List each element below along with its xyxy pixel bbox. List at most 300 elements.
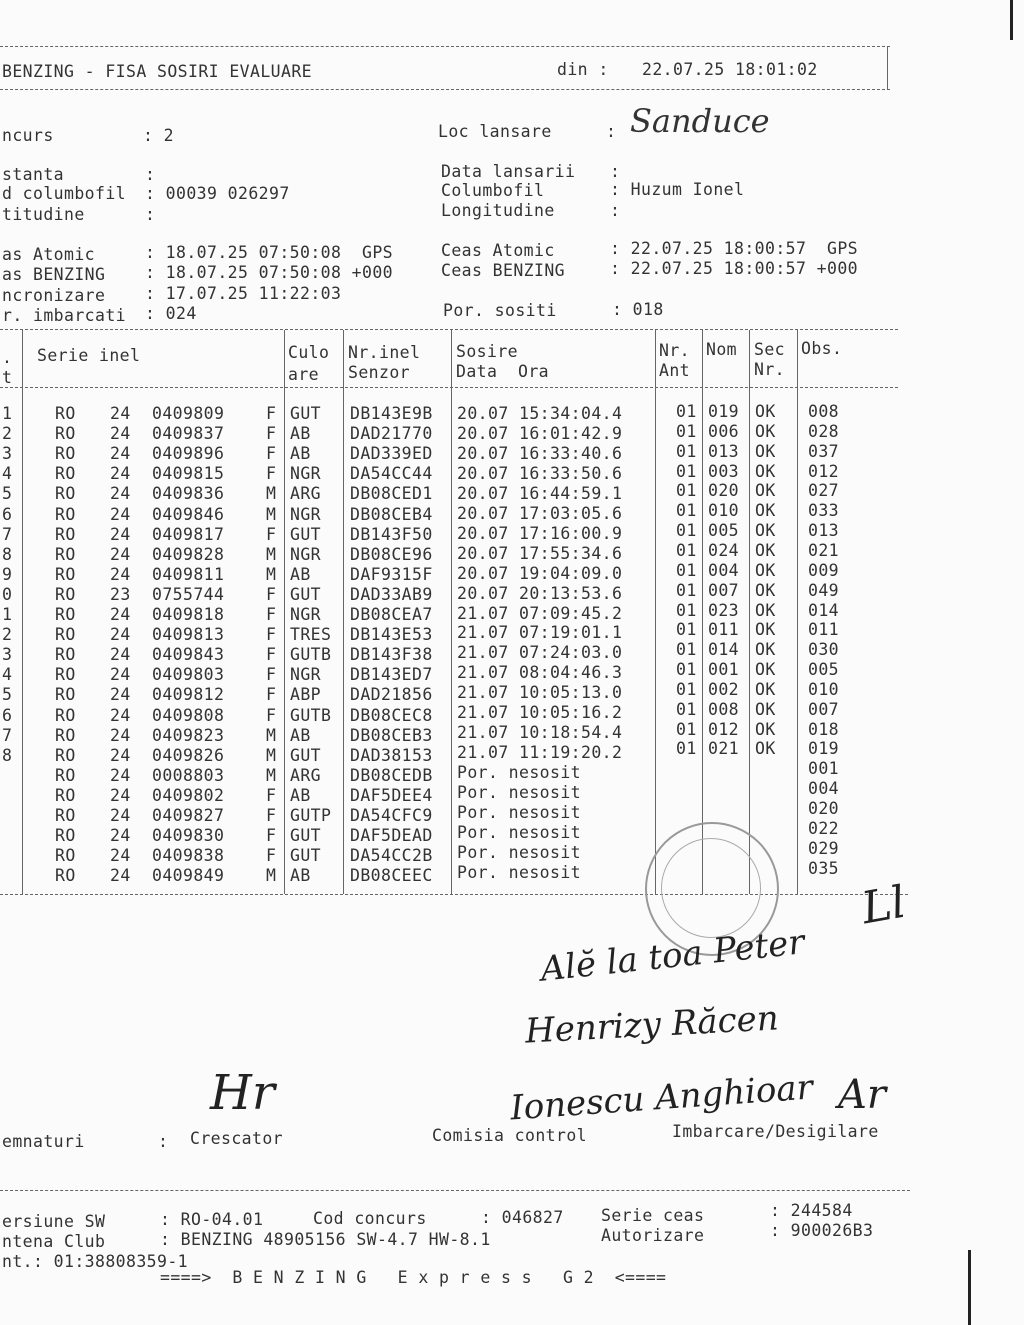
row-sex: M	[266, 866, 277, 886]
row-color: AB	[290, 444, 311, 464]
row-sensor: DB143ED7	[350, 665, 433, 685]
row-country: RO	[55, 685, 76, 705]
scan-edge-artifact-bottom	[968, 1250, 971, 1325]
crescator-label: Crescator	[190, 1129, 284, 1148]
antena-label: ntena Club	[2, 1232, 106, 1251]
row-ring: 0409802	[152, 785, 225, 805]
row-sec: OK	[755, 421, 776, 441]
row-sensor: DAD21770	[350, 424, 433, 444]
row-country: RO	[55, 665, 76, 685]
row-ring: 0409823	[152, 725, 225, 745]
row-ring: 0008803	[152, 765, 225, 785]
row-year: 24	[110, 625, 131, 645]
row-nr: 7	[2, 725, 13, 745]
header-top-rule	[0, 46, 890, 47]
th-nom: Nom	[706, 340, 738, 359]
express-line: ====> B E N Z I N G E x p r e s s G 2 <====	[160, 1268, 667, 1287]
row-ring: 0409803	[152, 665, 225, 685]
row-year: 24	[110, 444, 131, 464]
row-ant: 01	[676, 461, 697, 481]
row-country: RO	[55, 564, 76, 584]
loc-lansare-handwriting: Sanduce	[630, 102, 770, 140]
row-year: 24	[110, 484, 131, 504]
row-sex: F	[266, 685, 277, 705]
row-country: RO	[55, 544, 76, 564]
info-ceas-benzing-label: as BENZING	[2, 265, 106, 284]
row-ant: 01	[676, 521, 697, 541]
comisia-control-label: Comisia control	[432, 1126, 588, 1145]
row-color: GUT	[290, 584, 322, 604]
row-arrival: Por. nesosit	[457, 783, 582, 803]
row-obs: 011	[808, 620, 840, 640]
table-top-rule	[0, 329, 898, 330]
row-obs: 028	[808, 421, 840, 441]
row-nom: 011	[708, 620, 740, 640]
row-arrival: 21.07 10:18:54.4	[457, 723, 623, 743]
row-sensor: DB08CEEC	[350, 866, 433, 886]
row-year: 24	[110, 826, 131, 846]
row-nom: 007	[708, 580, 740, 600]
th-ant-1: Nr.	[659, 341, 691, 360]
row-country: RO	[55, 404, 76, 423]
row-sensor: DAD21856	[350, 685, 433, 705]
row-ring: 0409838	[152, 846, 225, 866]
row-nr: 4	[2, 665, 13, 685]
row-nr: 6	[2, 504, 13, 524]
row-year: 24	[110, 524, 131, 544]
row-color: NGR	[290, 504, 322, 524]
row-year: 24	[110, 605, 131, 624]
row-ring: 0409809	[152, 404, 225, 423]
info-concurs-value: : 2	[143, 126, 175, 145]
row-ring: 0409817	[152, 524, 225, 544]
th-obs: Obs.	[801, 339, 843, 358]
row-sec: OK	[755, 699, 776, 719]
row-sensor: DA54CFC9	[350, 806, 433, 825]
row-arrival: 21.07 08:04:46.3	[457, 663, 623, 683]
row-arrival: 20.07 16:33:40.6	[457, 443, 623, 463]
row-country: RO	[55, 464, 76, 484]
row-sex: M	[266, 725, 277, 745]
row-arrival: 20.07 19:04:09.0	[457, 563, 623, 583]
row-nr: 1	[2, 404, 13, 423]
row-sensor: DB143F50	[350, 524, 433, 544]
signature-2: Henrizy Răcen	[524, 998, 780, 1052]
row-sex: F	[266, 846, 277, 866]
row-ant: 01	[676, 580, 697, 600]
row-color: AB	[290, 424, 311, 444]
row-obs: 004	[808, 779, 840, 799]
row-color: ARG	[290, 765, 322, 785]
row-country: RO	[55, 725, 76, 745]
row-sec: OK	[755, 580, 776, 600]
row-sensor: DB08CED1	[350, 484, 433, 504]
row-obs: 019	[808, 739, 840, 759]
row-sex: M	[266, 544, 277, 564]
info-longitudine-label: Longitudine	[441, 201, 555, 220]
info-ceas-benzing-right-label: Ceas BENZING	[441, 261, 566, 280]
row-arrival: 20.07 17:55:34.6	[457, 543, 623, 563]
row-year: 23	[110, 584, 131, 604]
row-country: RO	[55, 424, 76, 444]
serie-ceas-value: : 244584	[770, 1201, 853, 1220]
row-nom: 023	[708, 600, 740, 620]
din-label: din :	[557, 60, 609, 79]
row-sec: OK	[755, 402, 776, 421]
row-arrival: 20.07 15:34:04.4	[457, 404, 623, 423]
info-columbofil-label: Columbofil	[441, 181, 545, 200]
th-culoare-2: are	[288, 365, 320, 384]
row-sex: F	[266, 665, 277, 685]
row-sensor: DA54CC44	[350, 464, 433, 484]
row-color: GUT	[290, 826, 322, 846]
row-obs: 027	[808, 481, 840, 501]
row-ring: 0409827	[152, 806, 225, 825]
row-sensor: DAD33AB9	[350, 584, 433, 604]
row-ring: 0409818	[152, 605, 225, 624]
row-ant: 01	[676, 660, 697, 680]
row-obs: 018	[808, 719, 840, 739]
info-imbarcati-label: r. imbarcati	[2, 306, 127, 325]
row-ring: 0409815	[152, 464, 225, 484]
row-obs: 012	[808, 461, 840, 481]
row-country: RO	[55, 524, 76, 544]
row-country: RO	[55, 846, 76, 866]
row-nom: 019	[708, 402, 740, 421]
row-ring: 0409843	[152, 645, 225, 665]
row-arrival: Por. nesosit	[457, 862, 582, 882]
row-ring: 0409837	[152, 424, 225, 444]
row-nr: 7	[2, 524, 13, 544]
row-ant: 01	[676, 620, 697, 640]
row-obs: 014	[808, 600, 840, 620]
row-obs: 001	[808, 759, 840, 779]
row-sensor: DAD339ED	[350, 444, 433, 464]
row-nom: 012	[708, 719, 740, 739]
row-nr: 8	[2, 745, 13, 765]
antena-value: : BENZING 48905156 SW-4.7 HW-8.1	[160, 1230, 491, 1249]
row-color: TRES	[290, 625, 332, 645]
th-sosire-2: Data Ora	[456, 362, 550, 381]
row-country: RO	[55, 866, 76, 886]
row-year: 24	[110, 504, 131, 524]
row-sensor: DAD38153	[350, 745, 433, 765]
info-latitudine-label: titudine	[2, 205, 85, 224]
row-obs: 022	[808, 818, 840, 838]
semnaturi-colon: :	[158, 1132, 169, 1151]
row-year: 24	[110, 665, 131, 685]
row-country: RO	[55, 765, 76, 785]
cod-concurs-label: Cod concurs	[313, 1209, 427, 1228]
row-color: GUT	[290, 745, 322, 765]
row-sec: OK	[755, 719, 776, 739]
row-year: 24	[110, 866, 131, 886]
row-ant: 01	[676, 560, 697, 580]
row-arrival: Por. nesosit	[457, 763, 582, 783]
row-sensor: DB08CEA7	[350, 605, 433, 624]
row-sex: F	[266, 464, 277, 484]
row-ant: 01	[676, 640, 697, 660]
th-culoare-1: Culo	[288, 343, 330, 362]
row-ring: 0409808	[152, 705, 225, 725]
row-country: RO	[55, 745, 76, 765]
row-arrival: 21.07 10:05:16.2	[457, 703, 623, 723]
table-row	[0, 799, 900, 826]
row-arrival: 20.07 16:33:50.6	[457, 463, 623, 483]
row-sex: M	[266, 484, 277, 504]
row-sex: M	[266, 504, 277, 524]
row-nr: 2	[2, 424, 13, 444]
row-obs: 020	[808, 799, 840, 818]
row-ant: 01	[676, 600, 697, 620]
row-nr: 8	[2, 544, 13, 564]
serie-ceas-label: Serie ceas	[601, 1206, 705, 1225]
row-color: NGR	[290, 544, 322, 564]
info-ceas-atomic-label: as Atomic	[2, 245, 96, 264]
row-ring: 0409813	[152, 625, 225, 645]
info-loc-lansare-value: :	[606, 122, 617, 141]
row-sex: F	[266, 705, 277, 725]
row-sex: F	[266, 404, 277, 423]
info-imbarcati-value: : 024	[145, 304, 197, 323]
row-nr: 0	[2, 584, 13, 604]
row-ring: 0409826	[152, 745, 225, 765]
row-ring: 0409836	[152, 484, 225, 504]
info-sincronizare-value: : 17.07.25 11:22:03	[145, 284, 342, 303]
row-sec: OK	[755, 620, 776, 640]
signature-crescator: Hr	[210, 1065, 275, 1121]
row-color: GUT	[290, 524, 322, 544]
row-sensor: DB08CEB4	[350, 504, 433, 524]
row-arrival: 21.07 11:19:20.2	[457, 743, 623, 763]
row-color: GUT	[290, 404, 322, 423]
row-year: 24	[110, 544, 131, 564]
row-color: ARG	[290, 484, 322, 504]
row-sensor: DAF9315F	[350, 564, 433, 584]
row-color: GUTB	[290, 705, 332, 725]
row-color: AB	[290, 785, 311, 805]
th-senzor-1: Nr.inel	[348, 343, 421, 362]
th-nr-2: t	[2, 368, 13, 387]
row-sex: F	[266, 605, 277, 624]
row-sec: OK	[755, 540, 776, 560]
info-ceas-atomic-right-value: : 22.07.25 18:00:57 GPS	[610, 239, 859, 258]
row-nr: 2	[2, 625, 13, 645]
signature-initial-right: Ll	[857, 876, 910, 935]
row-sensor: DB143E9B	[350, 404, 433, 423]
row-year: 24	[110, 424, 131, 444]
row-sex: M	[266, 564, 277, 584]
row-obs: 007	[808, 699, 840, 719]
row-ant: 01	[676, 540, 697, 560]
row-obs: 037	[808, 441, 840, 461]
scan-edge-artifact-top	[1010, 0, 1013, 40]
row-country: RO	[55, 645, 76, 665]
row-nom: 014	[708, 640, 740, 660]
info-columbofil-value: : Huzum Ionel	[610, 180, 745, 199]
header-right-border	[887, 46, 888, 90]
th-sec-2: Nr.	[754, 360, 786, 379]
th-serie-inel: Serie inel	[37, 346, 141, 365]
info-concurs-label: ncurs	[2, 126, 54, 145]
row-ant: 01	[676, 699, 697, 719]
th-sosire-1: Sosire	[456, 342, 519, 361]
row-color: ABP	[290, 685, 322, 705]
row-ant: 01	[676, 679, 697, 699]
header-bottom-rule	[0, 89, 890, 90]
row-ant: 01	[676, 501, 697, 521]
row-year: 24	[110, 846, 131, 866]
row-nom: 020	[708, 481, 740, 501]
row-year: 24	[110, 464, 131, 484]
document-title: BENZING - FISA SOSIRI EVALUARE	[2, 62, 313, 81]
row-obs: 035	[808, 858, 840, 878]
row-obs: 009	[808, 560, 840, 580]
row-arrival: 21.07 07:24:03.0	[457, 643, 623, 663]
row-country: RO	[55, 705, 76, 725]
info-distanta-value: :	[145, 165, 156, 184]
row-arrival: 21.07 10:05:13.0	[457, 683, 623, 703]
info-cod-columbofil-label: d columbofil	[2, 184, 127, 203]
row-year: 24	[110, 725, 131, 745]
row-year: 24	[110, 645, 131, 665]
row-country: RO	[55, 584, 76, 604]
info-distanta-label: stanta	[2, 165, 65, 184]
row-sex: F	[266, 584, 277, 604]
row-sec: OK	[755, 461, 776, 481]
row-sex: F	[266, 424, 277, 444]
row-color: NGR	[290, 464, 322, 484]
table-row	[0, 739, 900, 766]
row-ring: 0755744	[152, 584, 225, 604]
row-arrival: 20.07 16:44:59.1	[457, 483, 623, 503]
row-sex: F	[266, 524, 277, 544]
row-sec: OK	[755, 660, 776, 680]
table-row	[0, 759, 900, 786]
row-sex: F	[266, 785, 277, 805]
din-value: 22.07.25 18:01:02	[642, 60, 818, 79]
row-obs: 021	[808, 540, 840, 560]
row-ring: 0409846	[152, 504, 225, 524]
row-ant: 01	[676, 739, 697, 759]
row-arrival: 21.07 07:19:01.1	[457, 623, 623, 643]
row-color: AB	[290, 725, 311, 745]
row-nom: 002	[708, 679, 740, 699]
imbarcare-desigilare-label: Imbarcare/Desigilare	[672, 1122, 879, 1141]
row-year: 24	[110, 685, 131, 705]
row-ant: 01	[676, 481, 697, 501]
row-sensor: DA54CC2B	[350, 846, 433, 866]
row-ant: 01	[676, 421, 697, 441]
row-year: 24	[110, 564, 131, 584]
row-country: RO	[55, 785, 76, 805]
info-longitudine-value: :	[610, 201, 621, 220]
row-sensor: DAF5DEAD	[350, 826, 433, 846]
row-ring: 0409812	[152, 685, 225, 705]
table-row	[0, 779, 900, 806]
row-sec: OK	[755, 739, 776, 759]
row-arrival: 20.07 17:03:05.6	[457, 503, 623, 523]
row-ring: 0409811	[152, 564, 225, 584]
row-color: GUTP	[290, 806, 332, 825]
signature-1: Alĕ la toa Peter	[538, 922, 807, 990]
info-por-sositi-value: : 018	[612, 300, 664, 319]
row-obs: 013	[808, 521, 840, 541]
row-sec: OK	[755, 441, 776, 461]
row-arrival: 20.07 20:13:53.6	[457, 583, 623, 603]
row-nom: 013	[708, 441, 740, 461]
row-sec: OK	[755, 600, 776, 620]
row-sensor: DAF5DEE4	[350, 785, 433, 805]
row-ring: 0409828	[152, 544, 225, 564]
row-nom: 005	[708, 521, 740, 541]
row-arrival: Por. nesosit	[457, 803, 582, 822]
row-country: RO	[55, 484, 76, 504]
row-sensor: DB143F38	[350, 645, 433, 665]
row-sex: F	[266, 625, 277, 645]
row-sec: OK	[755, 679, 776, 699]
row-nr: 3	[2, 444, 13, 464]
row-arrival: 20.07 17:16:00.9	[457, 523, 623, 543]
row-arrival: 20.07 16:01:42.9	[457, 423, 623, 443]
row-obs: 008	[808, 402, 840, 421]
row-obs: 030	[808, 640, 840, 660]
footer-rule	[0, 1190, 910, 1191]
row-color: AB	[290, 866, 311, 886]
info-cod-columbofil-value: : 00039 026297	[145, 184, 290, 203]
row-sec: OK	[755, 521, 776, 541]
row-year: 24	[110, 404, 131, 423]
info-sincronizare-label: ncronizare	[2, 286, 106, 305]
int-line: nt.: 01:38808359-1	[2, 1252, 189, 1271]
row-sensor: DB143E53	[350, 625, 433, 645]
row-color: NGR	[290, 605, 322, 624]
row-nom: 004	[708, 560, 740, 580]
row-sex: F	[266, 826, 277, 846]
cod-concurs-value: : 046827	[481, 1208, 564, 1227]
row-year: 24	[110, 806, 131, 825]
row-country: RO	[55, 826, 76, 846]
row-year: 24	[110, 745, 131, 765]
row-sec: OK	[755, 481, 776, 501]
row-obs: 029	[808, 838, 840, 858]
row-sensor: DB08CEB3	[350, 725, 433, 745]
versiune-value: : RO-04.01	[160, 1210, 264, 1229]
row-year: 24	[110, 705, 131, 725]
row-nom: 006	[708, 421, 740, 441]
row-sensor: DB08CEDB	[350, 765, 433, 785]
row-sex: M	[266, 765, 277, 785]
info-ceas-benzing-value: : 18.07.25 07:50:08 +000	[145, 263, 394, 282]
info-latitudine-value: :	[145, 205, 156, 224]
row-nr: 3	[2, 645, 13, 665]
table-header-rule	[0, 387, 898, 388]
semnaturi-label: emnaturi	[2, 1132, 85, 1151]
row-sex: M	[266, 745, 277, 765]
row-arrival: Por. nesosit	[457, 842, 582, 862]
info-ceas-atomic-value: : 18.07.25 07:50:08 GPS	[145, 243, 394, 262]
row-year: 24	[110, 785, 131, 805]
row-nom: 010	[708, 501, 740, 521]
row-color: NGR	[290, 665, 322, 685]
row-sex: F	[266, 806, 277, 825]
row-obs: 033	[808, 501, 840, 521]
row-nom: 008	[708, 699, 740, 719]
row-ring: 0409896	[152, 444, 225, 464]
row-nom: 024	[708, 540, 740, 560]
row-color: AB	[290, 564, 311, 584]
row-arrival: Por. nesosit	[457, 822, 582, 842]
